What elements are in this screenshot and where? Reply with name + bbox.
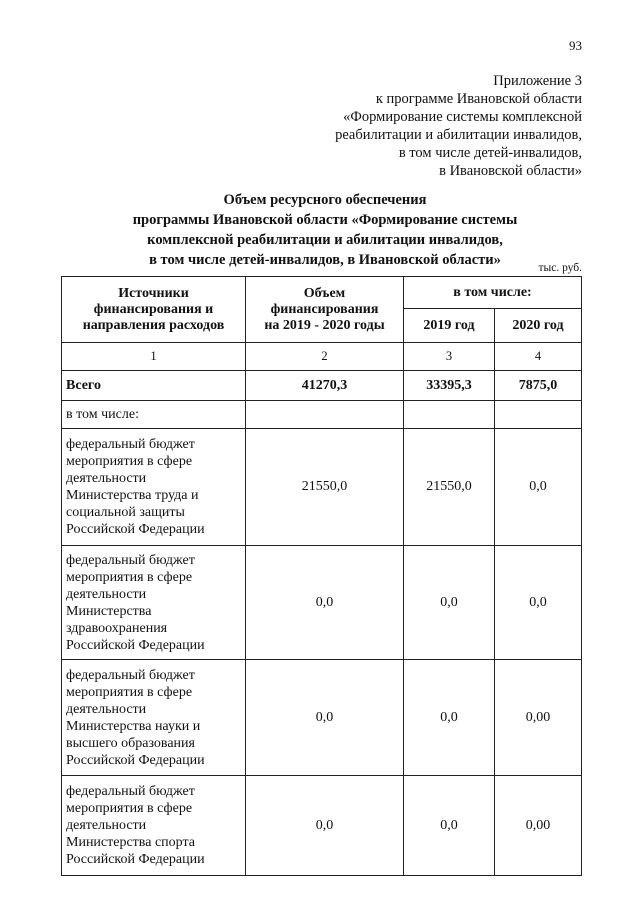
header-volume-line: на 2019 - 2020 годы [264,317,385,333]
appendix-heading [335,72,582,180]
row-source [62,660,246,776]
row-source-line: Министерства науки и [66,718,201,734]
header-year-2019: 2019 год [404,309,495,343]
title-line: Объем ресурсного обеспечения [223,192,427,208]
row-source-line: Российской Федерации [66,637,205,653]
row-2019: 0,0 [404,546,495,660]
row-source-line: федеральный бюджет [66,552,195,568]
header-volume-line: Объем [303,285,346,301]
appendix-line: Приложение 3 [493,73,582,89]
total-row [62,371,582,401]
appendix-line: в Ивановской области» [439,163,582,179]
row-source-line: мероприятия в сфере [66,801,193,816]
row-source-line: деятельности [66,586,147,602]
header-source-line: направления расходов [82,317,225,333]
total-2019: 33395,3 [404,371,495,401]
header-row [62,277,582,309]
column-number: 3 [404,343,495,371]
row-source-line: здравоохранения [66,620,168,636]
row-source-line: федеральный бюджет [66,667,195,683]
title-line: программы Ивановской области «Формирование системы [132,212,518,228]
appendix-line: «Формирование системы комплексной [343,109,582,125]
row-source-line: Российской Федерации [66,752,205,768]
budget-table [61,276,582,876]
appendix-line: к программе Ивановской области [375,91,582,107]
empty-cell [246,401,404,429]
total-volume: 41270,3 [246,371,404,401]
document-title [60,190,590,270]
row-source-line: Министерства труда и [66,488,199,503]
page-number: 93 [569,38,582,53]
row-source-line: Российской Федерации [66,852,205,867]
row-source-line: мероприятия в сфере [66,454,193,469]
row-source-line: мероприятия в сфере [66,569,193,585]
header-including: в том числе: [404,277,582,309]
row-2019: 0,0 [404,660,495,776]
row-volume: 0,0 [246,546,404,660]
row-source [62,429,246,546]
including-label: в том числе: [62,401,246,429]
row-2020: 0,00 [495,776,582,876]
row-source-line: деятельности [66,701,147,717]
row-volume: 21550,0 [246,429,404,546]
row-source-line: деятельности [66,818,147,833]
row-source [62,546,246,660]
total-label: Всего [62,371,246,401]
table-row [62,429,582,546]
title-line: комплексной реабилитации и абилитации инвалидов, [147,232,503,248]
table-row [62,660,582,776]
table-row [62,546,582,660]
table-row [62,776,582,876]
including-row [62,401,582,429]
row-source-line: мероприятия в сфере [66,684,193,700]
appendix-line: в том числе детей-инвалидов, [398,145,582,161]
total-2020: 7875,0 [495,371,582,401]
row-volume: 0,0 [246,660,404,776]
row-2020: 0,00 [495,660,582,776]
header-volume-line: финансирования [270,301,379,317]
column-number: 4 [495,343,582,371]
header-source-line: Источники [118,285,189,301]
row-source [62,776,246,876]
column-number-row [62,343,582,371]
header-source [62,277,246,343]
row-source-line: Министерства спорта [66,835,195,850]
row-source-line: федеральный бюджет [66,784,195,799]
row-source-line: федеральный бюджет [66,437,195,452]
empty-cell [495,401,582,429]
row-source-line: Министерства [66,603,152,619]
row-source-line: Российской Федерации [66,522,205,537]
row-2019: 21550,0 [404,429,495,546]
row-source-line: высшего образования [66,735,195,751]
appendix-line: реабилитации и абилитации инвалидов, [335,127,582,143]
title-line: в том числе детей-инвалидов, в Ивановской области» [149,252,501,268]
empty-cell [404,401,495,429]
column-number: 2 [246,343,404,371]
row-2020: 0,0 [495,546,582,660]
header-source-line: финансирования и [93,301,214,317]
row-2020: 0,0 [495,429,582,546]
row-volume: 0,0 [246,776,404,876]
row-2019: 0,0 [404,776,495,876]
column-number: 1 [62,343,246,371]
row-source-line: деятельности [66,471,147,486]
units-label: тыс. руб. [538,262,582,274]
header-volume [246,277,404,343]
header-year-2020: 2020 год [495,309,582,343]
row-source-line: социальной защиты [66,505,185,520]
